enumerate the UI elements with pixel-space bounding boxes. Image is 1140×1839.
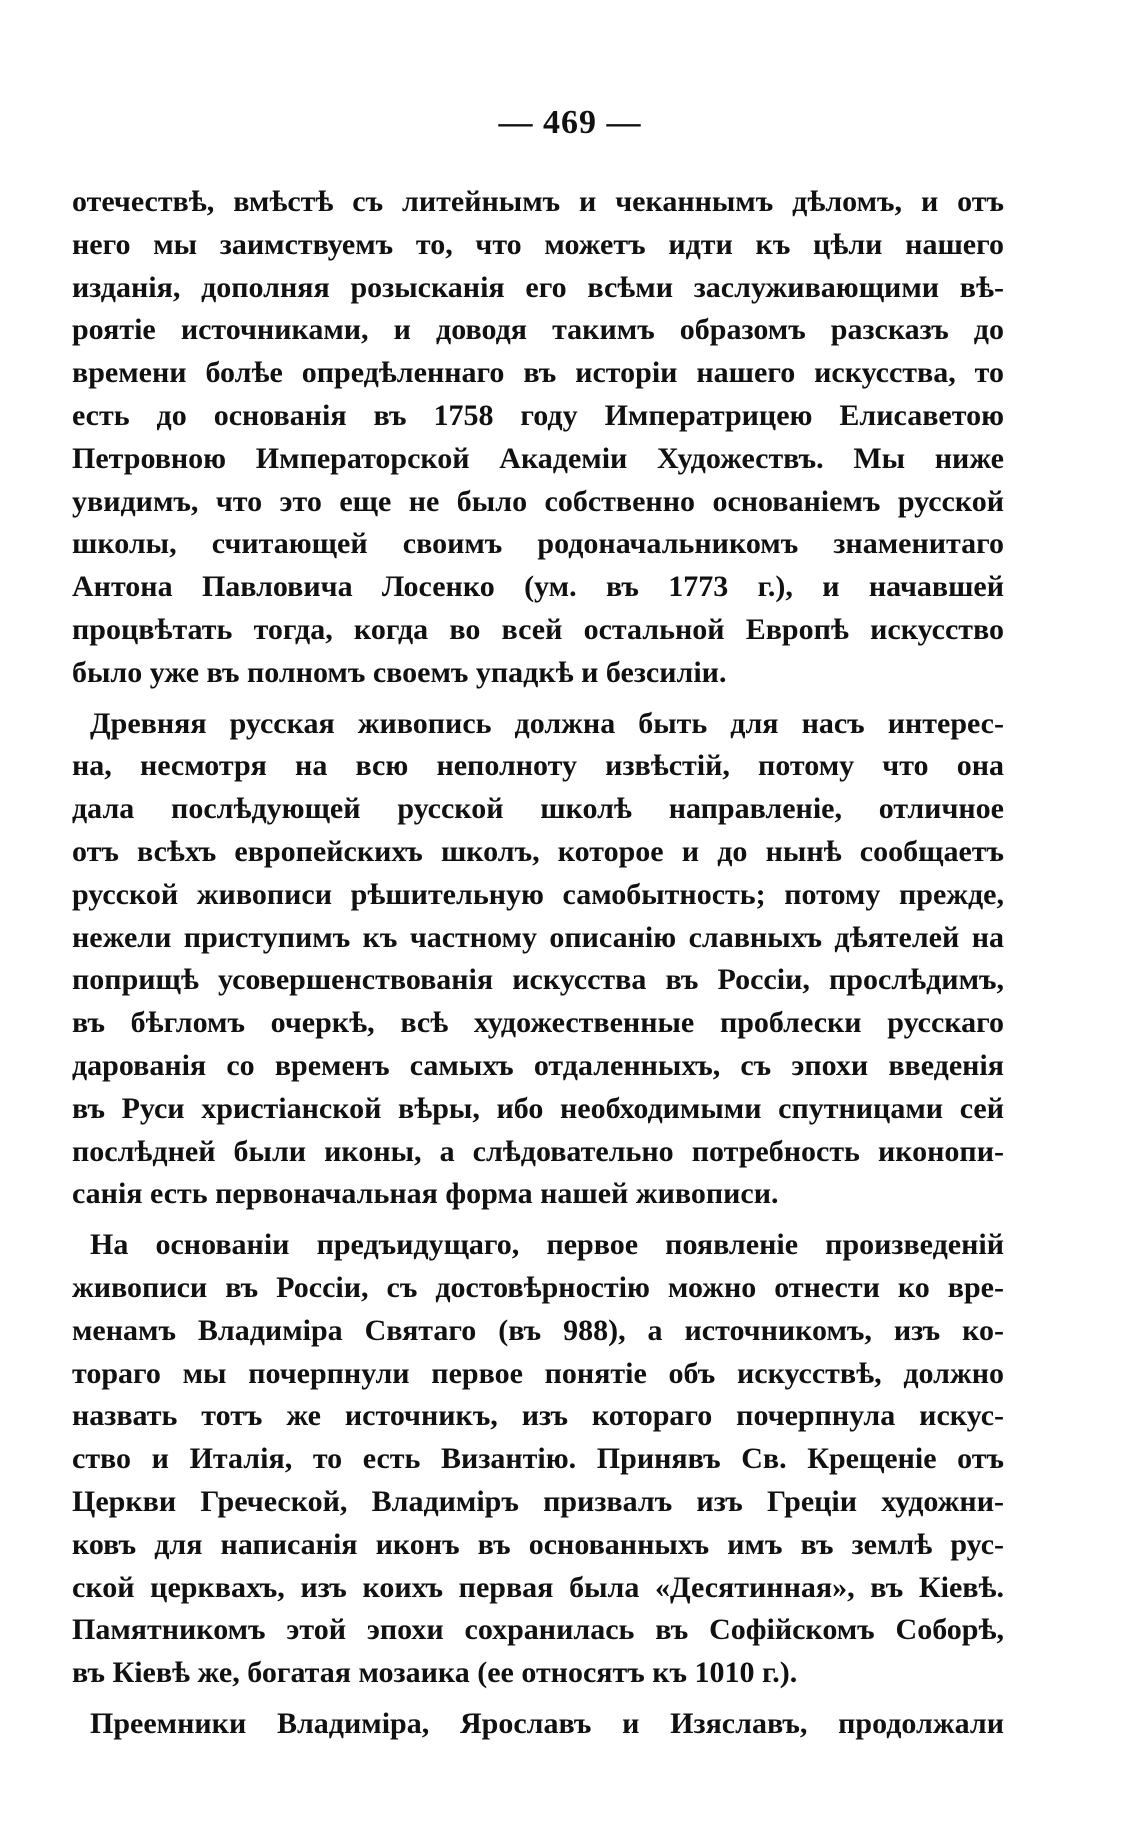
text-line: ство и Италія, то есть Византію. Принявъ Св. Крещеніе отъ (72, 1442, 1004, 1476)
text-line: Древняя русская живопись должна быть для насъ интерес- (90, 706, 1004, 740)
text-line: есть до основанія въ 1758 году Императрицею Елисаветою (72, 398, 1004, 432)
text-line: дала послѣдующей русской школѣ направленіе, отличное (72, 792, 1004, 826)
text-line: него мы заимствуемъ то, что можетъ идти къ цѣли нашего (72, 227, 1004, 261)
paragraph (72, 1224, 1004, 1695)
text-line: времени болѣе опредѣленнаго въ исторіи нашего искусства, то (72, 356, 1004, 390)
text-line: роятіе источниками, и доводя такимъ образомъ разсказъ до (72, 313, 1004, 347)
text-line: въ бѣгломъ очеркѣ, всѣ художественные проблески русскаго (72, 1006, 1004, 1040)
text-line: русской живописи рѣшительную самобытность; потому прежде, (72, 877, 1004, 911)
text-line: дарованія со временъ самыхъ отдаленныхъ, съ эпохи введенія (72, 1048, 1004, 1082)
text-line: отъ всѣхъ европейскихъ школъ, которое и до нынѣ сообщаетъ (72, 834, 1004, 868)
text-line: ковъ для написанія иконъ въ основанныхъ имъ въ землѣ рус- (72, 1527, 1004, 1561)
text-line: нежели приступимъ къ частному описанію славныхъ дѣятелей на (72, 920, 1004, 954)
text-line: Антона Павловича Лосенко (ум. въ 1773 г.), и начавшей (72, 570, 1004, 604)
page-number: — 469 — (498, 104, 642, 141)
text-line: менамъ Владиміра Святаго (въ 988), а источникомъ, изъ ко- (72, 1313, 1004, 1347)
text-line: Памятникомъ этой эпохи сохранилась въ Софійскомъ Соборѣ, (72, 1613, 1004, 1647)
document-body (72, 181, 1004, 1746)
text-line: Церкви Греческой, Владиміръ призвалъ изъ Греціи художни- (72, 1484, 1004, 1518)
paragraph (72, 703, 1004, 1217)
text-line: На основаніи предъидущаго, первое появленіе произведеній (90, 1228, 1004, 1262)
text-line: изданія, дополняя розысканія его всѣми заслуживающими вѣ- (72, 270, 1004, 304)
text-line: въ Кіевѣ же, богатая мозаика (ее относятъ къ 1010 г.). (72, 1656, 798, 1690)
text-line: увидимъ, что это еще не было собственно основаніемъ русской (72, 484, 1004, 518)
text-line: поприщѣ усовершенствованія искусства въ Россіи, прослѣдимъ, (72, 963, 1004, 997)
text-line: санія есть первоначальная форма нашей живописи. (72, 1177, 779, 1211)
paragraph (72, 1703, 1004, 1746)
text-line: на, несмотря на всю неполноту извѣстій, потому что она (72, 749, 1004, 783)
text-line: отечествѣ, вмѣстѣ съ литейнымъ и чеканнымъ дѣломъ, и отъ (72, 185, 1004, 218)
text-line: Преемники Владиміра, Ярославъ и Изяславъ, продолжали (90, 1706, 1004, 1740)
text-line: въ Руси христіанской вѣры, ибо необходимыми спутницами сей (72, 1091, 1004, 1125)
text-line: тораго мы почерпнули первое понятіе объ искусствѣ, должно (72, 1356, 1004, 1390)
paragraph (72, 181, 1004, 695)
text-line: школы, считающей своимъ родоначальникомъ знаменитаго (72, 527, 1004, 561)
text-line: назвать тотъ же источникъ, изъ котораго почерпнула искус- (72, 1399, 1004, 1433)
text-line: процвѣтать тогда, когда во всей остальной Европѣ искусство (72, 612, 1004, 646)
text-line: Петровною Императорской Академіи Художествъ. Мы ниже (72, 441, 1004, 475)
text-line: ской церквахъ, изъ коихъ первая была «Десятинная», въ Кіевѣ. (72, 1570, 1004, 1604)
text-line: послѣдней были иконы, а слѣдовательно потребность иконопи- (72, 1134, 1004, 1168)
text-line: живописи въ Россіи, съ достовѣрностію можно отнести ко вре- (72, 1270, 1004, 1304)
text-line: было уже въ полномъ своемъ упадкѣ и безсиліи. (72, 655, 727, 689)
